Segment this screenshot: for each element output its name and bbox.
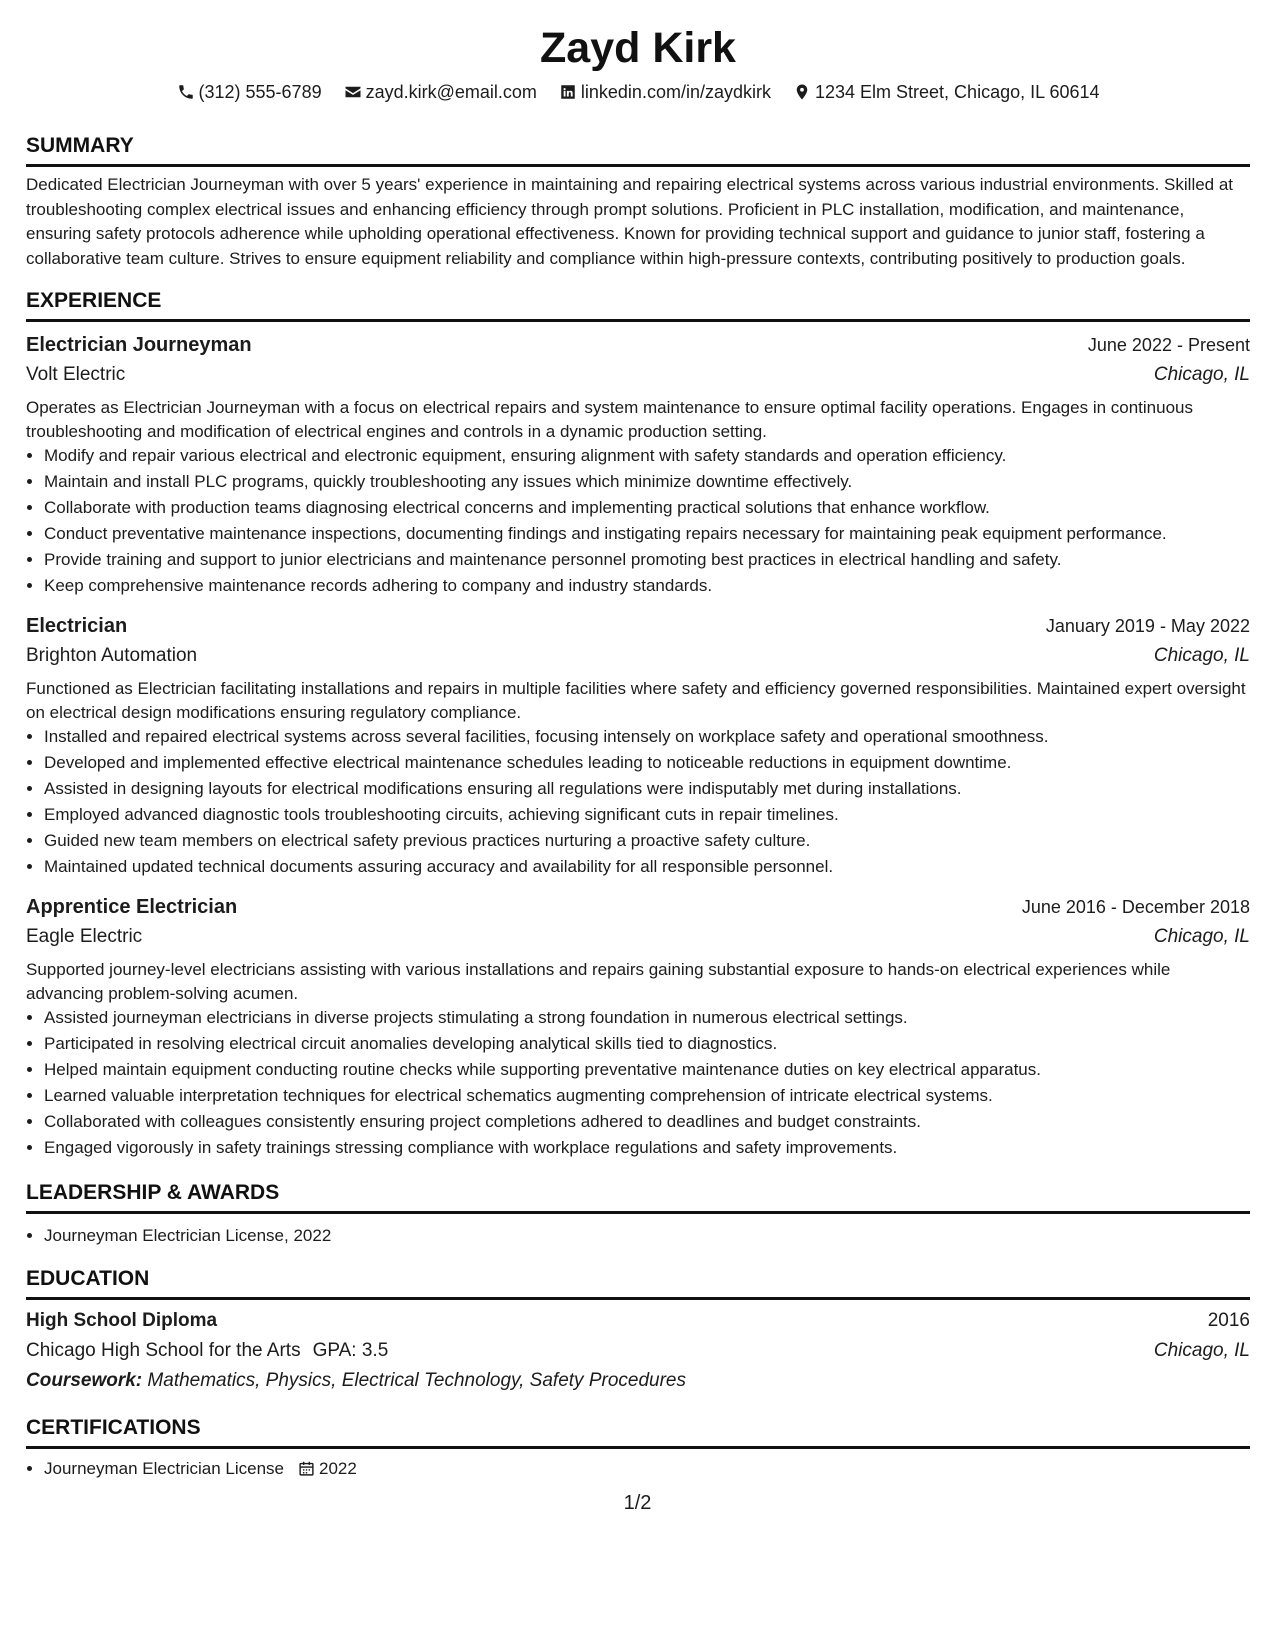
certifications-section <box>26 1414 1250 1480</box>
education-school: Chicago High School for the Arts <box>26 1340 301 1361</box>
bullet-item: • Learned valuable interpretation techniques for electrical schematics augmenting comprehension of intricate electrical systems. <box>44 1084 1250 1107</box>
linkedin-icon <box>559 83 577 101</box>
bullet-item: • Engaged vigorously in safety trainings stressing compliance with workplace regulations and safety improvements. <box>44 1136 1250 1159</box>
bullet-item: • Helped maintain equipment conducting routine checks while supporting preventative maintenance duties on key electrical apparatus. <box>44 1058 1250 1081</box>
contact-address <box>793 82 1100 103</box>
bullet-item: • Maintain and install PLC programs, quickly troubleshooting any issues which minimize downtime effectively. <box>44 470 1250 493</box>
certification-year: 2022 <box>319 1459 357 1478</box>
job-dates: June 2016 - December 2018 <box>1021 897 1250 917</box>
education-section <box>26 1265 1250 1396</box>
bullet-item: • Assisted in designing layouts for electrical modifications ensuring all regulations were indisputably met during installations. <box>44 777 1250 800</box>
contact-phone <box>177 82 322 103</box>
coursework-label: Coursework: <box>26 1370 143 1391</box>
bullet-item: • Conduct preventative maintenance inspections, documenting findings and instigating repairs necessary for maintaining peak equipment performance. <box>44 522 1250 545</box>
envelope-icon <box>344 83 362 101</box>
education-location: Chicago, IL <box>1153 1340 1250 1361</box>
job-bullets <box>26 444 1250 597</box>
experience-heading: EXPERIENCE <box>26 287 1250 322</box>
address-text: 1234 Elm Street, Chicago, IL 60614 <box>814 81 1100 102</box>
job-title: Electrician <box>26 615 128 637</box>
awards-list <box>26 1224 1250 1247</box>
summary-section <box>26 132 1250 271</box>
job-entry <box>26 611 1250 878</box>
email-text: zayd.kirk@email.com <box>365 81 537 102</box>
bullet-item: • Assisted journeyman electricians in diverse projects stimulating a strong foundation in numerous electrical settings. <box>44 1006 1250 1029</box>
award-item: • Journeyman Electrician License, 2022 <box>44 1224 1250 1247</box>
phone-text: (312) 555-6789 <box>198 81 322 102</box>
calendar-icon <box>288 1460 315 1477</box>
contact-linkedin[interactable] <box>559 82 771 103</box>
education-degree: High School Diploma <box>26 1310 218 1331</box>
map-pin-icon <box>793 83 811 101</box>
education-school-line <box>26 1336 388 1365</box>
job-entry <box>26 892 1250 1159</box>
certifications-list <box>26 1457 1250 1480</box>
page-number: 1/2 <box>623 1492 652 1514</box>
summary-text: Dedicated Electrician Journeyman with over 5 years' experience in maintaining and repairing electrical systems across various industrial environments. Skilled at troubleshooting complex electrical issues and enhancing efficiency through prompt solutions. Proficient in PLC installation, modification, and maintenance, ensuring safety protocols adherence while upholding operational effectiveness. Known for providing technical support and guidance to junior staff, fostering a collaborative team culture. Strives to ensure equipment reliability and compliance within high-pressure contexts, contributing positively to production goals. <box>26 175 1234 268</box>
phone-icon <box>177 83 195 101</box>
experience-section <box>26 287 1250 1159</box>
coursework-text: Mathematics, Physics, Electrical Technology, Safety Procedures <box>147 1370 686 1391</box>
bullet-item: • Installed and repaired electrical systems across several facilities, focusing intensely on workplace safety and operational smoothness. <box>44 725 1250 748</box>
job-location: Chicago, IL <box>1153 645 1250 666</box>
contact-bar <box>26 78 1250 106</box>
job-dates: June 2022 - Present <box>1087 335 1250 355</box>
education-entry <box>26 1306 1250 1396</box>
education-heading: EDUCATION <box>26 1265 1250 1300</box>
bullet-item: • Keep comprehensive maintenance records adhering to company and industry standards. <box>44 574 1250 597</box>
job-dates: January 2019 - May 2022 <box>1045 616 1250 636</box>
bullet-item: • Provide training and support to junior electricians and maintenance personnel promoting best practices in electrical handling and safety. <box>44 548 1250 571</box>
summary-heading: SUMMARY <box>26 132 1250 167</box>
linkedin-text: linkedin.com/in/zaydkirk <box>580 81 771 102</box>
resume-page <box>26 18 1250 1483</box>
bullet-item: • Developed and implemented effective electrical maintenance schedules leading to noticeable reductions in equipment downtime. <box>44 751 1250 774</box>
bullet-item: • Modify and repair various electrical and electronic equipment, ensuring alignment with safety standards and operation efficiency. <box>44 444 1250 467</box>
contact-email[interactable] <box>344 82 537 103</box>
job-description: Operates as Electrician Journeyman with a focus on electrical repairs and system maintenance to ensure optimal facility operations. Engages in continuous troubleshooting and modification of electrical engines and controls in a dynamic production setting. <box>26 398 1193 441</box>
bullet-item: • Guided new team members on electrical safety previous practices nurturing a proactive safety culture. <box>44 829 1250 852</box>
certification-item <box>44 1457 1250 1480</box>
job-company: Volt Electric <box>26 364 126 385</box>
bullet-item: • Participated in resolving electrical circuit anomalies developing analytical skills tied to diagnostics. <box>44 1032 1250 1055</box>
candidate-name: Zayd Kirk <box>540 24 736 72</box>
job-bullets <box>26 725 1250 878</box>
awards-heading: LEADERSHIP & AWARDS <box>26 1179 1250 1214</box>
job-description: Functioned as Electrician facilitating installations and repairs in multiple facilities where safety and efficiency governed responsibilities. Maintained expert oversight on electrical design modifications ensuring regulatory compliance. <box>26 679 1246 722</box>
job-description: Supported journey-level electricians assisting with various installations and repairs gaining substantial exposure to hands-on electrical experiences while advancing problem-solving acumen. <box>26 960 1171 1003</box>
bullet-item: • Maintained updated technical documents assuring accuracy and availability for all responsible personnel. <box>44 855 1250 878</box>
job-bullets <box>26 1006 1250 1159</box>
job-location: Chicago, IL <box>1153 364 1250 385</box>
job-company: Brighton Automation <box>26 645 198 666</box>
awards-section <box>26 1179 1250 1247</box>
certification-name: • Journeyman Electrician License <box>44 1459 285 1478</box>
job-location: Chicago, IL <box>1153 926 1250 947</box>
certifications-heading: CERTIFICATIONS <box>26 1414 1250 1449</box>
job-title: Apprentice Electrician <box>26 896 238 918</box>
bullet-item: • Collaborated with colleagues consistently ensuring project completions adhered to deadlines and budget constraints. <box>44 1110 1250 1133</box>
education-coursework <box>26 1366 1250 1396</box>
job-entry <box>26 330 1250 597</box>
bullet-item: • Collaborate with production teams diagnosing electrical concerns and implementing practical solutions that enhance workflow. <box>44 496 1250 519</box>
education-year: 2016 <box>1207 1310 1250 1331</box>
job-title: Electrician Journeyman <box>26 334 252 356</box>
education-gpa: GPA: 3.5 <box>312 1340 389 1361</box>
bullet-item: • Employed advanced diagnostic tools troubleshooting circuits, achieving significant cuts in repair timelines. <box>44 803 1250 826</box>
job-company: Eagle Electric <box>26 926 143 947</box>
